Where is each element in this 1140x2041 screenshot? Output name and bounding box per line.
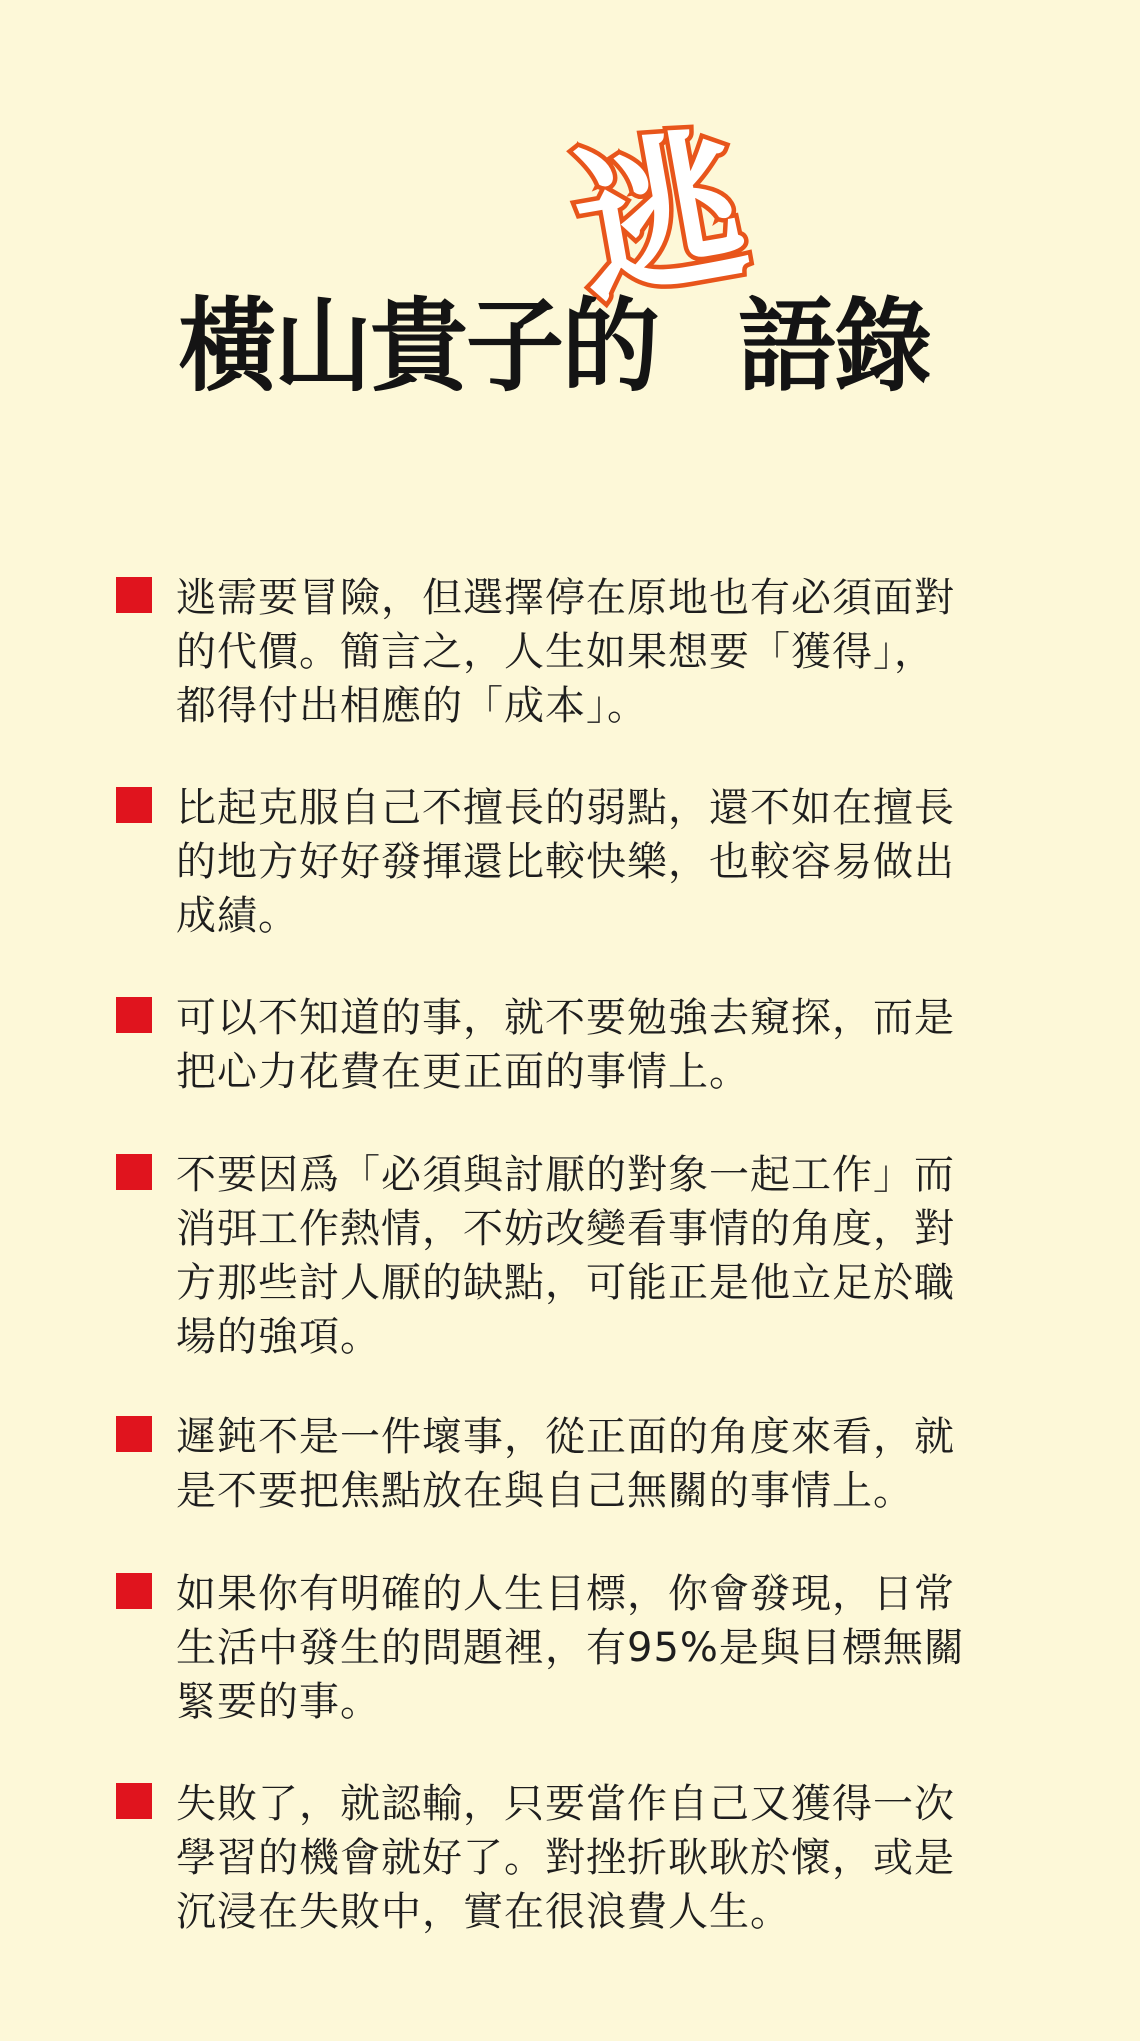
red-square-bullet-icon xyxy=(116,997,152,1033)
quote-text: 遲鈍不是一件壞事，從正面的角度來看，就 是不要把焦點放在與自己無關的事情上。 xyxy=(176,1414,955,1514)
title-suffix-text: 語錄 xyxy=(738,286,931,407)
title-accent-character: 逃 xyxy=(560,103,760,329)
quote-text: 不要因爲「必須與討厭的對象一起工作」而 消弭工作熱情，不妨改變看事情的角度，對 方那些討人厭的缺點，可能正是他立足於職 場的強項。 xyxy=(176,1152,955,1360)
title-main-text: 橫山貴子的 xyxy=(178,286,659,407)
red-square-bullet-icon xyxy=(116,1416,152,1452)
quote-text: 可以不知道的事，就不要勉強去窺探，而是 把心力花費在更正面的事情上。 xyxy=(176,995,955,1095)
red-square-bullet-icon xyxy=(116,1154,152,1190)
red-square-bullet-icon xyxy=(116,787,152,823)
red-square-bullet-icon xyxy=(116,577,152,613)
quote-text: 逃需要冒險，但選擇停在原地也有必須面對 的代價。簡言之，人生如果想要「獲得」， 都得付出相應的「成本」。 xyxy=(176,575,955,729)
quote-text: 比起克服自己不擅長的弱點，還不如在擅長 的地方好好發揮還比較快樂，也較容易做出 成績。 xyxy=(176,785,955,939)
quote-text: 如果你有明確的人生目標，你會發現，日常 生活中發生的問題裡，有95%是與目標無關 緊要的事。 xyxy=(176,1571,965,1725)
quote-text: 失敗了，就認輸，只要當作自己又獲得一次 學習的機會就好了。對挫折耿耿於懷，或是 沉浸在失敗中，實在很浪費人生。 xyxy=(176,1781,955,1935)
red-square-bullet-icon xyxy=(116,1573,152,1609)
title-block xyxy=(0,103,1140,440)
red-square-bullet-icon xyxy=(116,1783,152,1819)
